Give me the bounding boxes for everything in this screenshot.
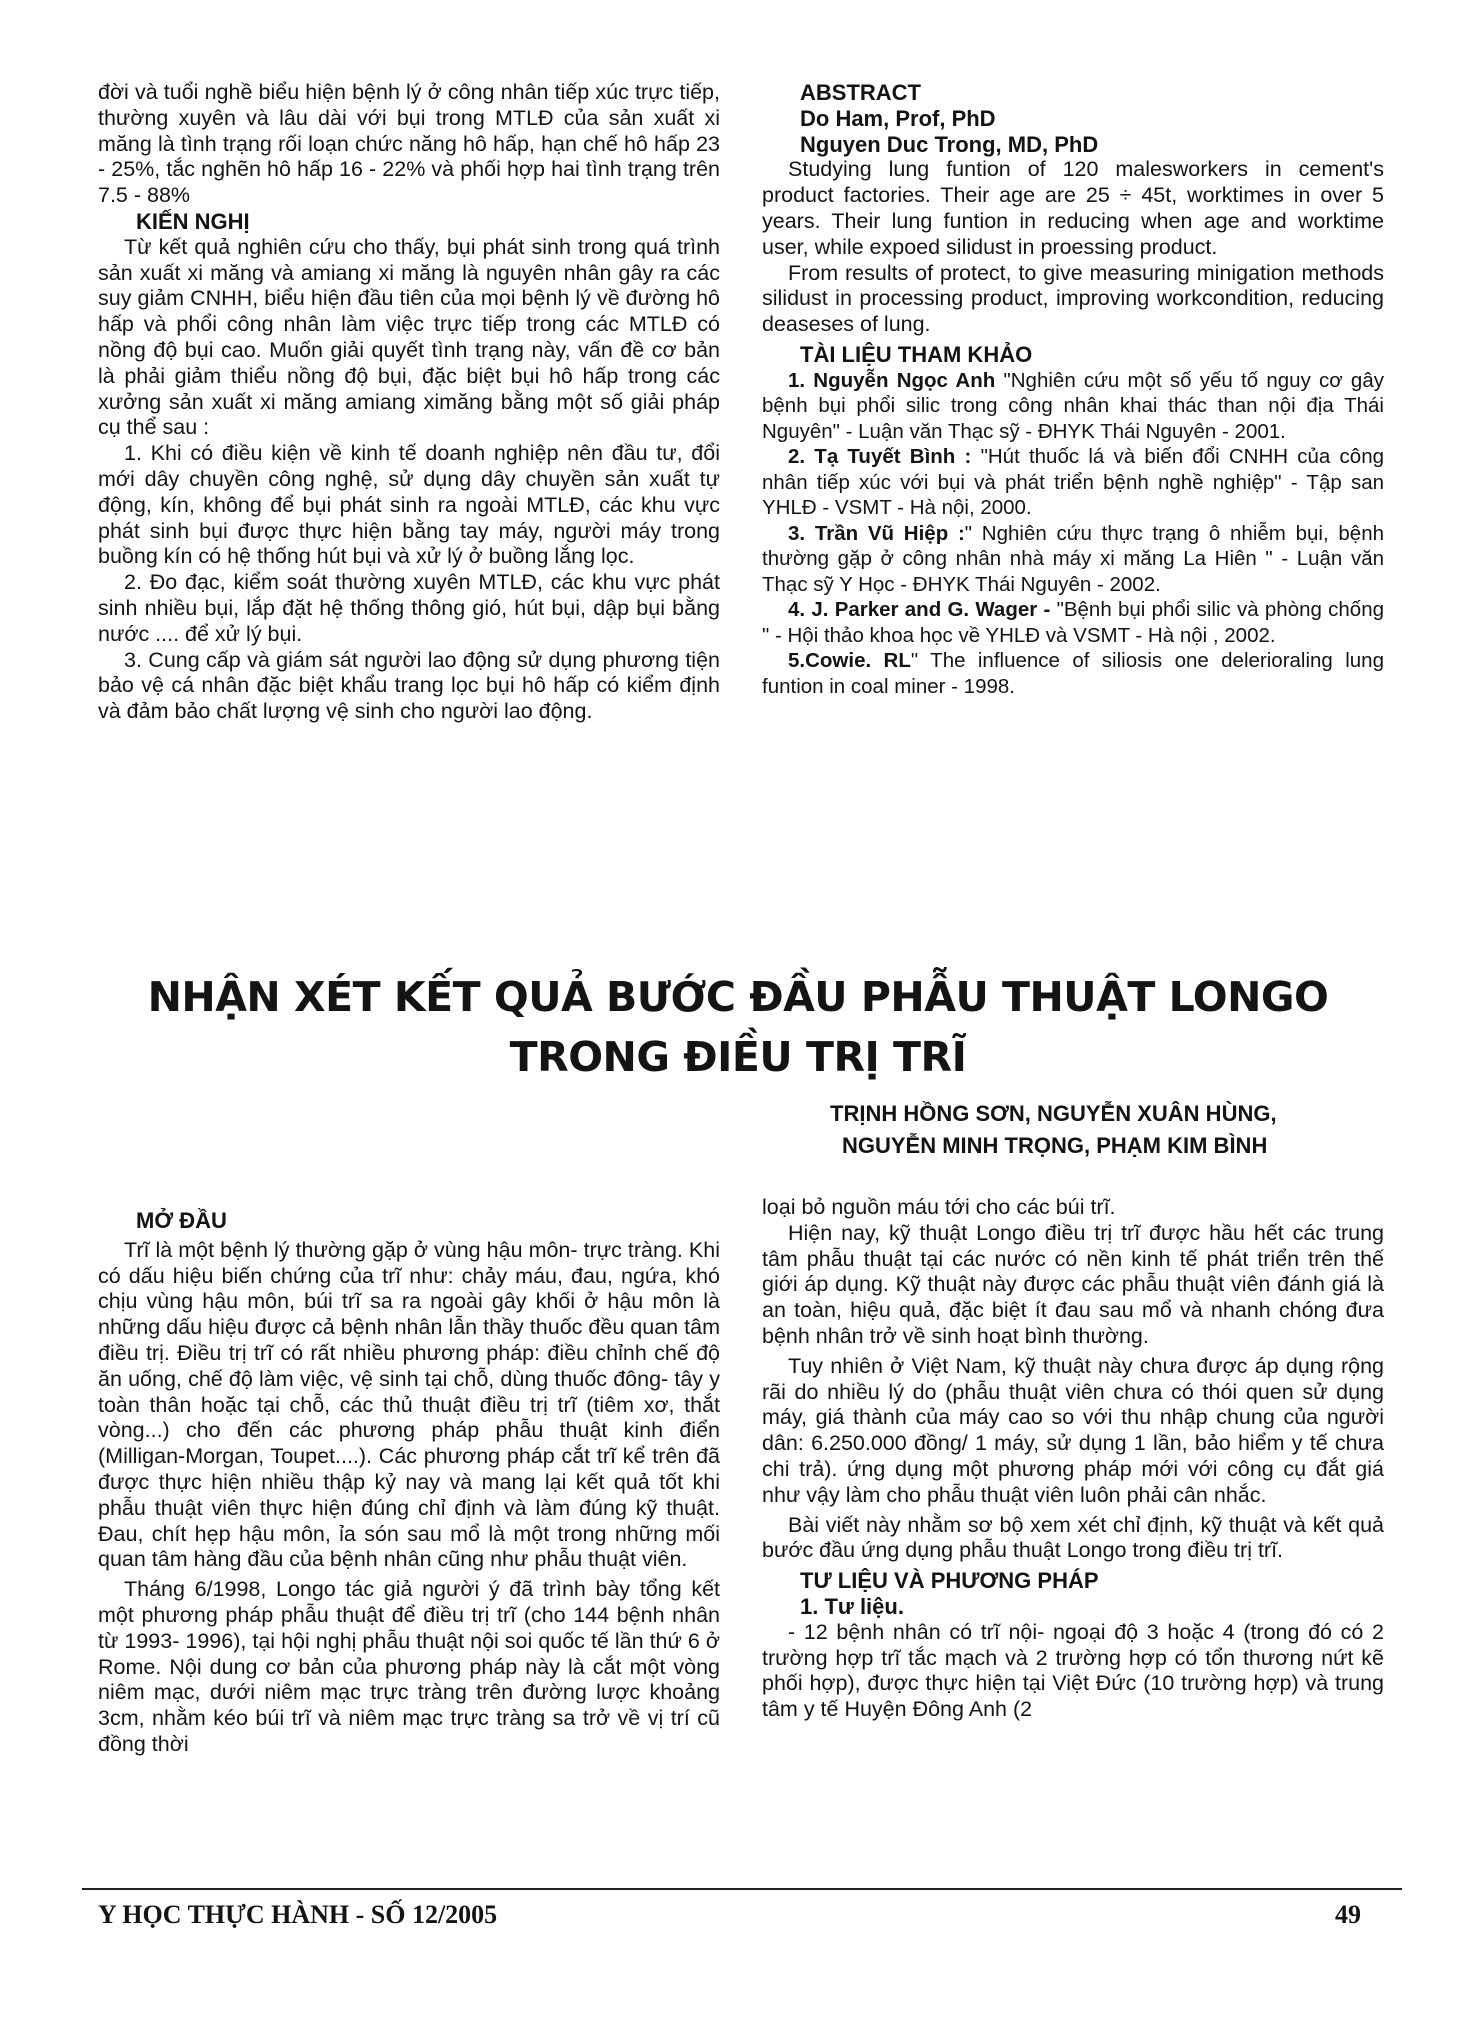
paragraph: Từ kết quả nghiên cứu cho thấy, bụi phát sinh trong quá trình sản xuất xi măng và amiang xi măng là nguyên nhân gây ra các suy giảm CNHH, biểu hiện đầu tiên của mọi bệnh lý về đường hô hấp và phổi công nhân làm việc trực tiếp trong các MTLĐ có nồng độ bụi cao. Muốn giải quyết tình trạng này, vấn đề cơ bản là phải giảm thiểu nồng độ bụi, đặc biệt bụi hô hấp trong các xưởng sản xuất xi măng amiang ximăng bằng một số giải pháp cụ thể sau : <box>98 234 720 440</box>
reference-text: "Nghiên cứu một số yếu tố nguy cơ gây bệnh bụi phổi silic trong công nhân khai thác than nội địa Thái Nguyên" - Luận văn Thạc sỹ - ĐHYK Thái Nguyên - 2001. <box>762 368 1384 443</box>
paragraph: loại bỏ nguồn máu tới cho các búi trĩ. <box>762 1195 1116 1219</box>
reference-number: 4. J. Parker and G. Wager - <box>788 598 1051 622</box>
paragraph-intro: đời và tuổi nghề biểu hiện bệnh lý ở công nhân tiếp xúc trực tiếp, thường xuyên và lâu dài với bụi trong MTLĐ của sản xuất xi măng là tình trạng rối loạn chức năng hô hấp, hạn chế hô hấp 23 - 25%, tắc nghẽn hô hấp 16 - 22% và phối hợp hai tình trạng trên 7.5 - 88% <box>98 80 720 208</box>
subheading-tu-lieu: 1. Tư liệu. <box>800 1593 904 1619</box>
column-4 <box>762 1195 1384 1723</box>
reference-number: 3. Trần Vũ Hiệp : <box>788 521 965 545</box>
reference-item <box>762 368 1384 445</box>
column-3 <box>98 1208 720 1758</box>
references-heading: TÀI LIỆU THAM KHẢO <box>800 341 1033 367</box>
footer-rule <box>82 1888 1402 1890</box>
paragraph: 2. Đo đạc, kiểm soát thường xuyên MTLĐ, các khu vực phát sinh nhiều bụi, lắp đặt hệ thống thông gió, hút bụi, dập bụi bằng nước .... để xử lý bụi. <box>98 570 720 646</box>
reference-text: "Hút thuốc lá và biến đổi CNHH của công nhân tiếp xúc với bụi và phát triển bệnh nghề nghiệp" - Tập san YHLĐ - VSMT - Hà nội, 2000. <box>762 445 1384 520</box>
reference-item <box>762 597 1384 648</box>
article-authors-line-2: NGUYỄN MINH TRỌNG, PHẠM KIM BÌNH <box>842 1133 1268 1158</box>
column-1 <box>98 80 720 725</box>
abstract-author: Nguyen Duc Trong, MD, PhD <box>800 131 1099 157</box>
abstract-paragraph: Studying lung funtion of 120 malesworkers in cement's product factories. Their age are 25 ÷ 45t, worktimes in over 5 years. Their lung funtion in reducing when age and worktime user, while expoed silidust in proessing product. <box>762 157 1384 259</box>
abstract-paragraph: From results of protect, to give measuring minigation methods silidust in processing product, improving workcondition, reducing deaseses of lung. <box>762 260 1384 337</box>
reference-text: "Bệnh bụi phổi silic và phòng chống " - Hội thảo khoa học về YHLĐ và VSMT - Hà nội , 2002. <box>762 598 1385 647</box>
paragraph: 3. Cung cấp và giám sát người lao động sử dụng phương tiện bảo vệ cá nhân đặc biệt khẩu trang lọc bụi hô hấp có kiểm định và đảm bảo chất lượng vệ sinh cho người lao động. <box>98 647 720 724</box>
column-2 <box>762 80 1384 699</box>
page-number: 49 <box>1335 1900 1361 1929</box>
heading-mo-dau: MỞ ĐẦU <box>136 1208 227 1233</box>
reference-number: 5.Cowie. RL <box>788 649 911 673</box>
reference-number: 2. Tạ Tuyết Bình : <box>788 445 972 469</box>
paragraph: Bài viết này nhằm sơ bộ xem xét chỉ định, kỹ thuật và kết quả bước đầu ứng dụng phẫu thuật Longo trong điều trị trĩ. <box>762 1512 1384 1563</box>
paragraph: 1. Khi có điều kiện về kinh tế doanh nghiệp nên đầu tư, đổi mới dây chuyền công nghệ, sử dụng dây chuyền sản xuất tự động, kín, không để bụi phát sinh ra ngoài MTLĐ, các khu vực phát sinh bụi được thực hiện bằng tay máy, người máy trong buồng kín có hệ thống hút bụi và xử lý ở buồng lắng lọc. <box>98 441 720 569</box>
reference-item <box>762 444 1384 521</box>
paragraph: Hiện nay, kỹ thuật Longo điều trị trĩ được hầu hết các trung tâm phẫu thuật tại các nước có nền kinh tế phát triển trên thế giới áp dụng. Kỹ thuật này được các phẫu thuật viên đánh giá là an toàn, hiệu quả, đặc biệt ít đau sau mổ và nhanh chóng đưa bệnh nhân trở về sinh hoạt bình thường. <box>762 1220 1384 1348</box>
heading-tu-lieu: TƯ LIỆU VÀ PHƯƠNG PHÁP <box>800 1568 1099 1594</box>
reference-text: " The influence of siliosis one delerioraling lung funtion in coal miner - 1998. <box>762 649 1384 698</box>
paragraph: Tháng 6/1998, Longo tác giả người ý đã trình bày tổng kết một phương pháp phẫu thuật để điều trị trĩ (cho 144 bệnh nhân từ 1993- 1996), tại hội nghị phẫu thuật nội soi quốc tế lần thứ 6 ở Rome. Nội dung cơ bản của phương pháp này là cắt một vòng niêm mạc, dưới niêm mạc trực tràng trên đường lược khoảng 3cm, nhằm kéo búi trĩ và niêm mạc trực tràng sa trở về vị trí cũ đồng thời <box>98 1577 720 1756</box>
paragraph: Trĩ là một bệnh lý thường gặp ở vùng hậu môn- trực tràng. Khi có dấu hiệu biến chứng của trĩ như: chảy máu, đau, ngứa, khó chịu vùng hậu môn, búi trĩ sa ra ngoài gây khối ở hậu môn là những dấu hiệu được cả bệnh nhân lẫn thầy thuốc đều quan tâm điều trị. Điều trị trĩ có rất nhiều phương pháp: điều chỉnh chế độ ăn uống, chế độ làm việc, vệ sinh tại chỗ, dùng thuốc đông- tây y toàn thân hoặc tại chỗ, các thủ thuật điều trị trĩ (tiêm xơ, thắt vòng...) cho đến các phương pháp phẫu thuật kinh điển (Milligan-Morgan, Toupet....). Các phương pháp cắt trĩ kể trên đã được thực hiện nhiều thập kỷ nay và mang lại kết quả tốt khi phẫu thuật viên thực hiện đúng chỉ định và làm đúng kỹ thuật. Đau, chít hẹp hậu môn, ỉa són sau mổ là một trong những mối quan tâm hàng đầu của bệnh nhân cũng như phẫu thuật viên. <box>98 1237 720 1572</box>
journal-name: Y HỌC THỰC HÀNH - SỐ 12/2005 <box>98 1900 498 1929</box>
article-title-line-2: TRONG ĐIỀU TRỊ TRĨ <box>509 1033 967 1081</box>
abstract-author: Do Ham, Prof, PhD <box>800 105 996 131</box>
article-authors-line-1: TRỊNH HỒNG SƠN, NGUYỄN XUÂN HÙNG, <box>830 1101 1277 1126</box>
reference-text: " Nghiên cứu thực trạng ô nhiễm bụi, bệnh thường gặp ở công nhân nhà máy xi măng La Hiên " - Luận văn Thạc sỹ Y Học - ĐHYK Thái Nguyên - 2002. <box>762 521 1384 596</box>
reference-item <box>762 648 1384 699</box>
reference-item <box>762 521 1384 598</box>
reference-number: 1. Nguyễn Ngọc Anh <box>788 368 996 392</box>
heading-kien-nghi: KIẾN NGHỊ <box>136 208 250 234</box>
paragraph: - 12 bệnh nhân có trĩ nội- ngoại độ 3 hoặc 4 (trong đó có 2 trường hợp trĩ tắc mạch và 2 trường hợp có tổn thương nứt kẽ phối hợp), được thực hiện tại Việt Đức (10 trường hợp) và trung tâm y tế Huyện Đông Anh (2 <box>762 1619 1384 1722</box>
abstract-heading: ABSTRACT <box>800 80 921 105</box>
paragraph: Tuy nhiên ở Việt Nam, kỹ thuật này chưa được áp dụng rộng rãi do nhiều lý do (phẫu thuật viên chưa có thói quen sử dụng máy, giá thành của máy cao so với thu nhập chung của người dân: 6.250.000 đồng/ 1 máy, sử dụng 1 lần, bảo hiểm y tế chưa chi trả). ứng dụng một phương pháp mới với công cụ đắt giá như vậy làm cho phẫu thuật viên luôn phải cân nhắc. <box>762 1353 1384 1507</box>
article-title-line-1: NHẬN XÉT KẾT QUẢ BƯỚC ĐẦU PHẪU THUẬT LONGO <box>147 973 1329 1021</box>
